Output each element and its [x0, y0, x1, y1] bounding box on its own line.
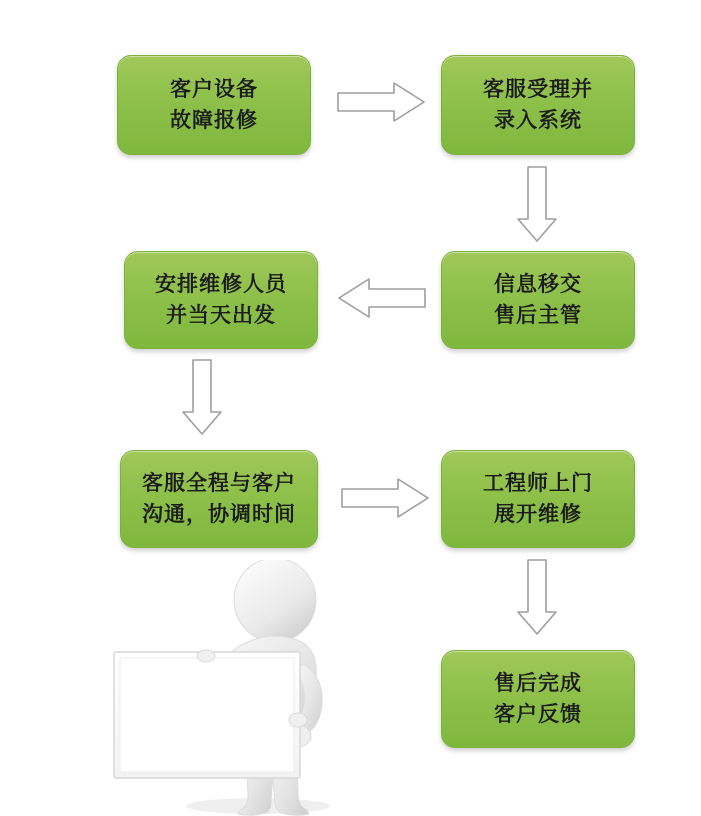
flow-node-line1: 售后完成 — [494, 671, 582, 695]
flow-node-completion-feedback[interactable] — [441, 650, 635, 748]
flow-node-line2: 沟通，协调时间 — [142, 503, 296, 526]
flow-node-line1: 安排维修人员 — [155, 272, 287, 296]
arrow-down-1 — [515, 165, 559, 243]
flow-node-line1: 信息移交 — [494, 272, 582, 296]
arrow-down-2 — [180, 358, 224, 436]
flow-node-line2: 录入系统 — [494, 109, 582, 132]
flow-node-customer-report[interactable] — [117, 55, 311, 155]
flow-node-line2: 客户反馈 — [494, 703, 582, 726]
flow-node-line2: 故障报修 — [170, 109, 258, 132]
flow-node-assign-technician[interactable] — [124, 251, 318, 349]
arrow-right-2 — [340, 476, 430, 520]
flow-node-onsite-repair[interactable] — [441, 450, 635, 548]
flow-node-line2: 售后主管 — [494, 304, 582, 327]
flow-node-line1: 客服受理并 — [483, 77, 593, 101]
arrow-down-3 — [515, 558, 559, 636]
flow-node-handoff-supervisor[interactable] — [441, 251, 635, 349]
flow-node-coordinate-schedule[interactable] — [120, 450, 318, 548]
flow-node-line2: 并当天出发 — [166, 304, 276, 327]
arrow-right-1 — [336, 80, 426, 124]
flow-node-line1: 工程师上门 — [483, 471, 593, 495]
flow-node-service-intake[interactable] — [441, 55, 635, 155]
flow-node-line1: 客户设备 — [170, 77, 258, 101]
mascot-figure-icon — [108, 560, 378, 816]
flow-node-line2: 展开维修 — [494, 503, 582, 526]
flow-node-line1: 客服全程与客户 — [142, 471, 296, 495]
arrow-left-1 — [331, 276, 427, 320]
